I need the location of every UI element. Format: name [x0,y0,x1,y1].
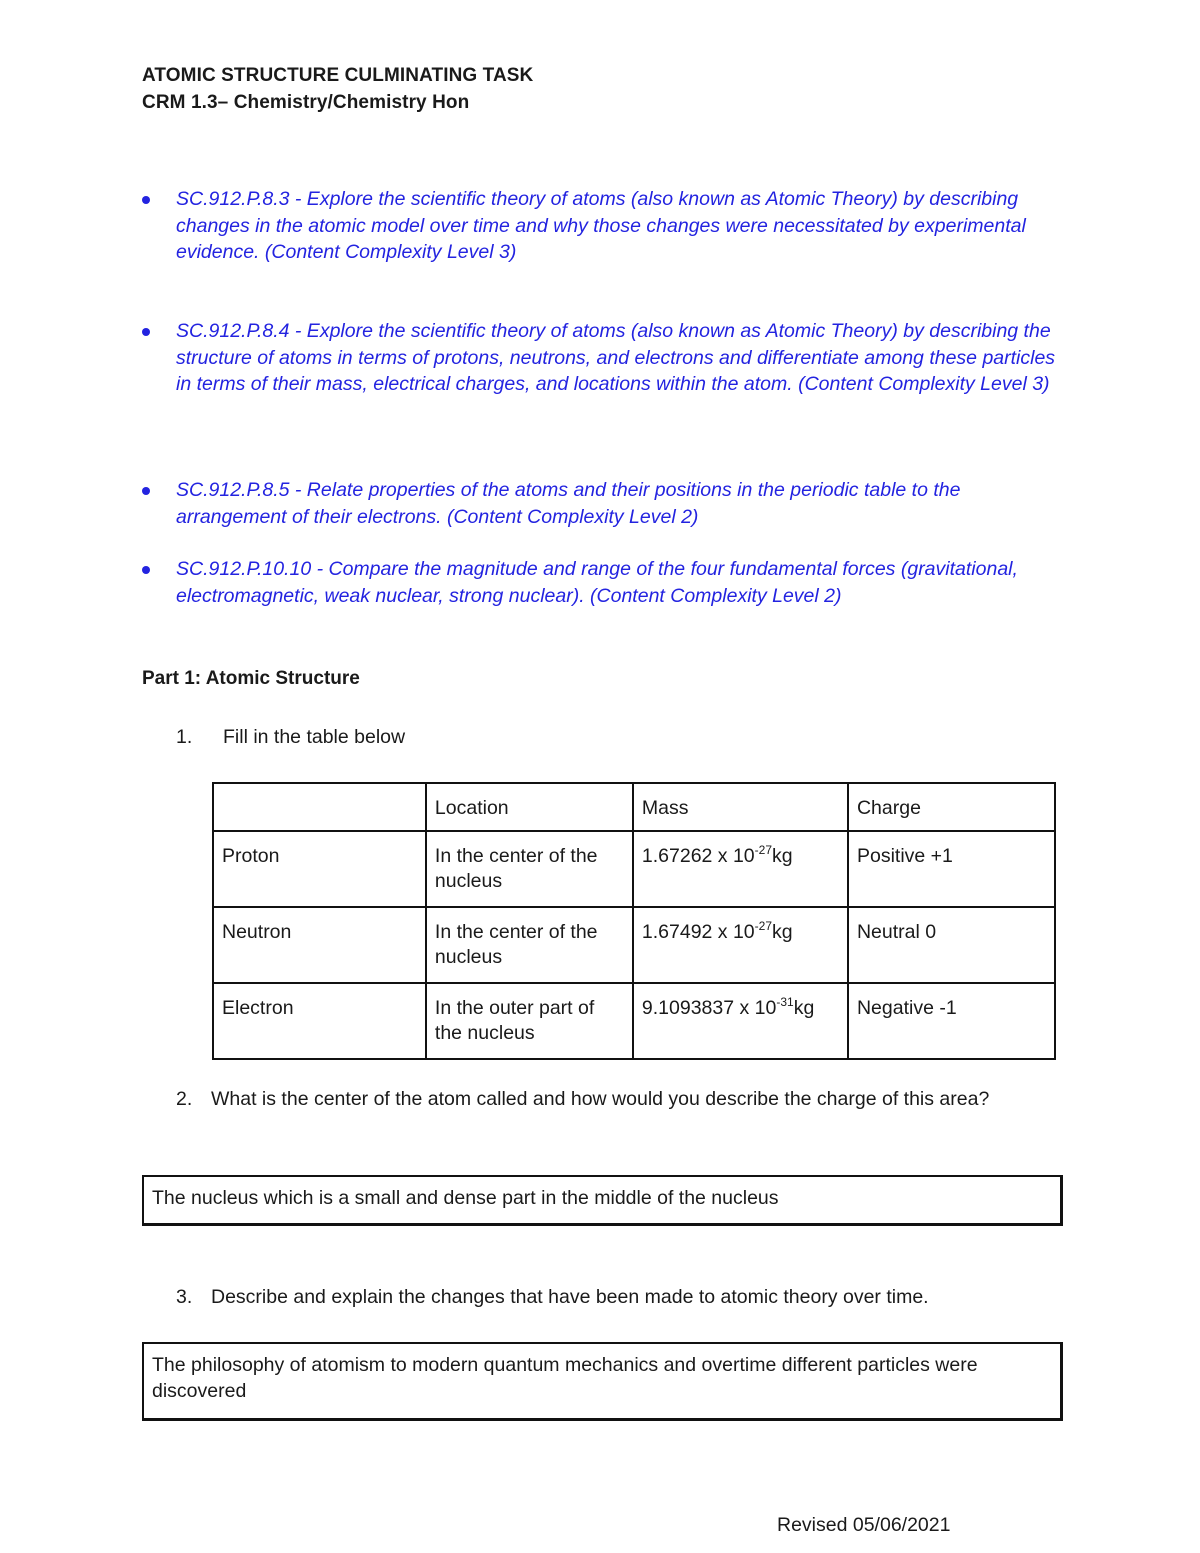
document-subtitle: CRM 1.3– Chemistry/Chemistry Hon [142,92,470,113]
question-text: Fill in the table below [223,726,406,748]
document-title: ATOMIC STRUCTURE CULMINATING TASK [142,65,534,86]
charge-cell: Positive +1 [848,831,1055,907]
location-cell: In the center of the nucleus [426,831,633,907]
particle-cell: Proton [213,831,426,907]
mass-cell [633,983,848,1059]
mass-base: 1.67492 x 10 [641,921,755,943]
bullet-icon [142,196,150,204]
mass-cell [633,831,848,907]
table-row [213,907,1055,983]
particle-cell: Electron [213,983,426,1059]
question-number: 2. [176,1088,193,1110]
question-text: Describe and explain the changes that have been made to atomic theory over time. [211,1286,929,1308]
mass-exponent: -27 [754,842,772,857]
mass-base: 1.67262 x 10 [641,845,755,867]
standard-text: SC.912.P.10.10 - Compare the magnitude and range of the four fundamental forces (gravitational, electromagnetic, weak nuclear, strong nuclear). (Content Complexity Level 2) [176,558,1018,607]
standard-text: SC.912.P.8.3 - Explore the scientific theory of atoms (also known as Atomic Theory) by describing changes in the atomic model over time and why those changes were necessitated by experimental evidence. (Content Complexity Level 3) [176,188,1026,263]
question-text: What is the center of the atom called and how would you describe the charge of this area? [211,1088,990,1110]
question-number: 3. [176,1286,193,1308]
charge-cell: Neutral 0 [848,907,1055,983]
mass-base: 9.1093837 x 10 [641,997,777,1019]
charge-cell: Negative -1 [848,983,1055,1059]
bullet-icon [142,487,150,495]
mass-unit: kg [772,921,793,943]
particle-table [212,782,1056,1060]
table-header-cell [213,783,426,831]
answer-box[interactable]: The nucleus which is a small and dense part in the middle of the nucleus [142,1175,1063,1226]
table-header-cell: Location [426,783,633,831]
part-heading: Part 1: Atomic Structure [142,668,360,689]
particle-cell: Neutron [213,907,426,983]
table-header-cell: Mass [633,783,848,831]
mass-exponent: -31 [776,994,794,1009]
table-row [213,831,1055,907]
bullet-icon [142,328,150,336]
table-header-cell: Charge [848,783,1055,831]
bullet-icon [142,566,150,574]
mass-unit: kg [772,845,793,867]
mass-unit: kg [793,997,815,1019]
mass-cell [633,907,848,983]
location-cell: In the center of the nucleus [426,907,633,983]
table-header-row [213,783,1055,831]
standard-text: SC.912.P.8.4 - Explore the scientific theory of atoms (also known as Atomic Theory) by describing the structure of atoms in terms of protons, neutrons, and electrons and differentiate among these particles in terms of their mass, electrical charges, and locations within the atom. (Content Complexity Level 3) [176,320,1056,395]
table-row [213,983,1055,1059]
standard-text: SC.912.P.8.5 - Relate properties of the atoms and their positions in the periodic table to the arrangement of their electrons. (Content Complexity Level 2) [176,479,961,528]
question-number: 1. [176,726,193,748]
answer-box[interactable]: The philosophy of atomism to modern quantum mechanics and overtime different particles were discovered [142,1342,1063,1421]
mass-exponent: -27 [754,918,772,933]
revision-date: Revised 05/06/2021 [777,1514,951,1536]
location-cell: In the outer part of the nucleus [426,983,633,1059]
